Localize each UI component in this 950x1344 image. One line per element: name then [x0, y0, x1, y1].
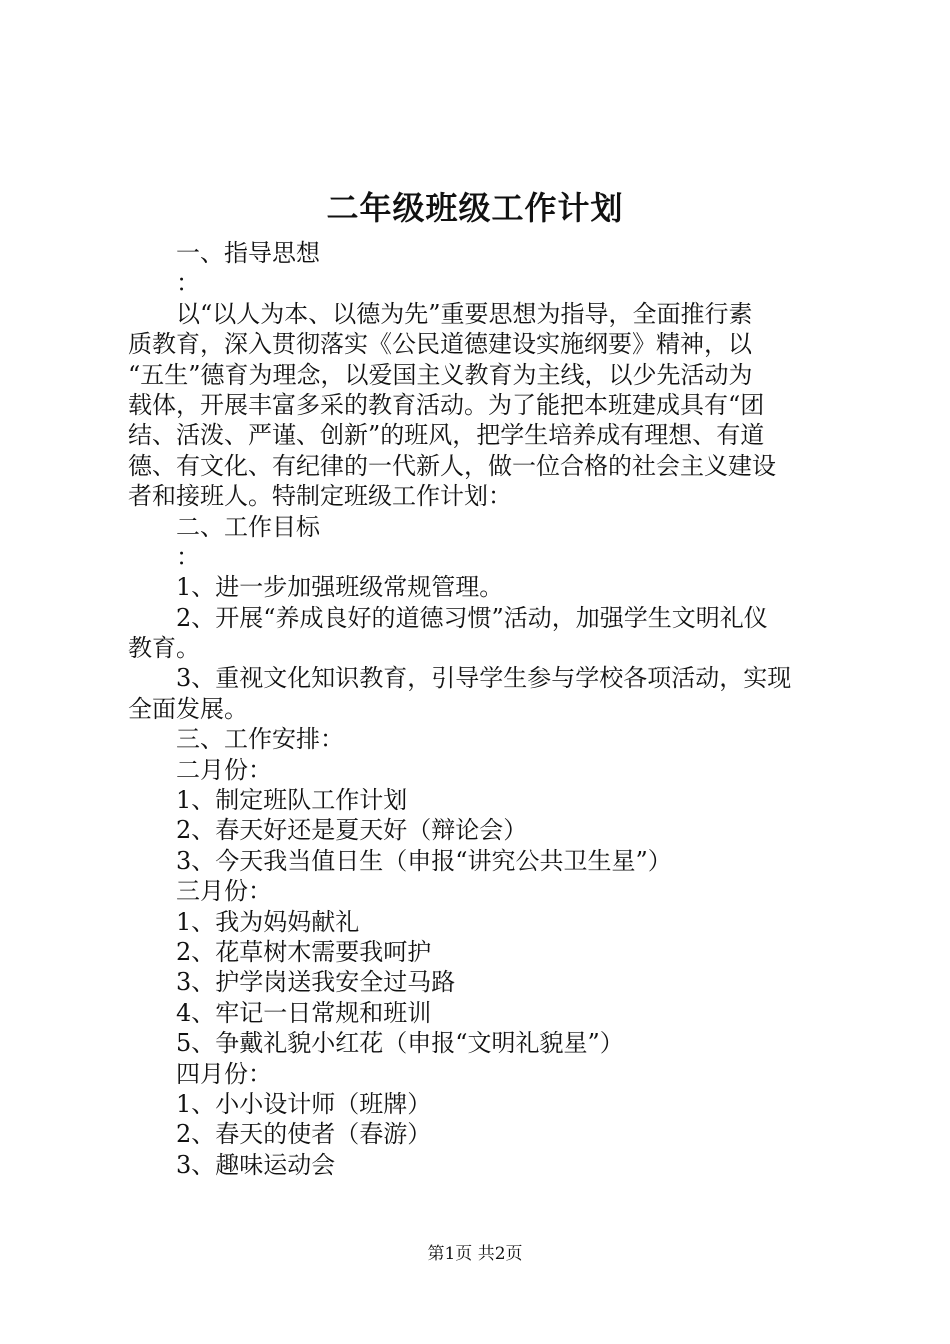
paragraph-line: 德、有文化、有纪律的一代新人，做一位合格的社会主义建设	[128, 451, 776, 480]
activity-item: 2、花草树木需要我呵护	[176, 937, 432, 966]
activity-item: 1、制定班队工作计划	[176, 786, 408, 815]
colon-line: ：	[176, 542, 200, 571]
month-heading: 二月份：	[176, 755, 272, 784]
activity-item: 3、趣味运动会	[176, 1150, 336, 1179]
document-title: 二年级班级工作计划	[326, 189, 624, 227]
document-body	[128, 238, 832, 1180]
activity-item: 1、我为妈妈献礼	[176, 907, 360, 936]
activity-item: 1、小小设计师（班牌）	[176, 1089, 432, 1118]
activity-item: 3、今天我当值日生（申报“讲究公共卫生星”）	[176, 846, 672, 875]
goal-item: 1、进一步加强班级常规管理。	[176, 573, 504, 602]
goal-item: 2、开展“养成良好的道德习惯”活动，加强学生文明礼仪	[176, 603, 768, 632]
paragraph-line: 以“以人为本、以德为先”重要思想为指导，全面推行素	[176, 299, 753, 328]
activity-item: 3、护学岗送我安全过马路	[176, 968, 456, 997]
paragraph-line: 载体，开展丰富多采的教育活动。为了能把本班建成具有“团	[128, 390, 765, 419]
activity-item: 2、春天好还是夏天好（辩论会）	[176, 816, 528, 845]
paragraph-line: 者和接班人。特制定班级工作计划：	[128, 482, 512, 511]
colon-line: ：	[176, 269, 200, 298]
goal-item: 3、重视文化知识教育，引导学生参与学校各项活动，实现	[176, 664, 792, 693]
paragraph-line: “五生”德育为理念，以爱国主义教育为主线，以少先活动为	[128, 360, 753, 389]
goal-item-continuation: 全面发展。	[128, 694, 248, 723]
section-heading-goals: 二、工作目标	[176, 512, 320, 541]
paragraph-line: 结、活泼、严谨、创新”的班风，把学生培养成有理想、有道	[128, 421, 765, 450]
activity-item: 2、春天的使者（春游）	[176, 1120, 432, 1149]
activity-item: 4、牢记一日常规和班训	[176, 998, 432, 1027]
section-heading-arrangement: 三、工作安排：	[176, 725, 344, 754]
activity-item: 5、争戴礼貌小红花（申报“文明礼貌星”）	[176, 1029, 624, 1058]
month-heading: 四月份：	[176, 1059, 272, 1088]
page-footer: 第1页 共2页	[427, 1244, 523, 1264]
paragraph-line: 质教育，深入贯彻落实《公民道德建设实施纲要》精神，以	[128, 330, 752, 359]
goal-item-continuation: 教育。	[128, 634, 200, 663]
section-heading-guiding-thought: 一、指导思想	[176, 239, 320, 267]
month-heading: 三月份：	[176, 877, 272, 906]
